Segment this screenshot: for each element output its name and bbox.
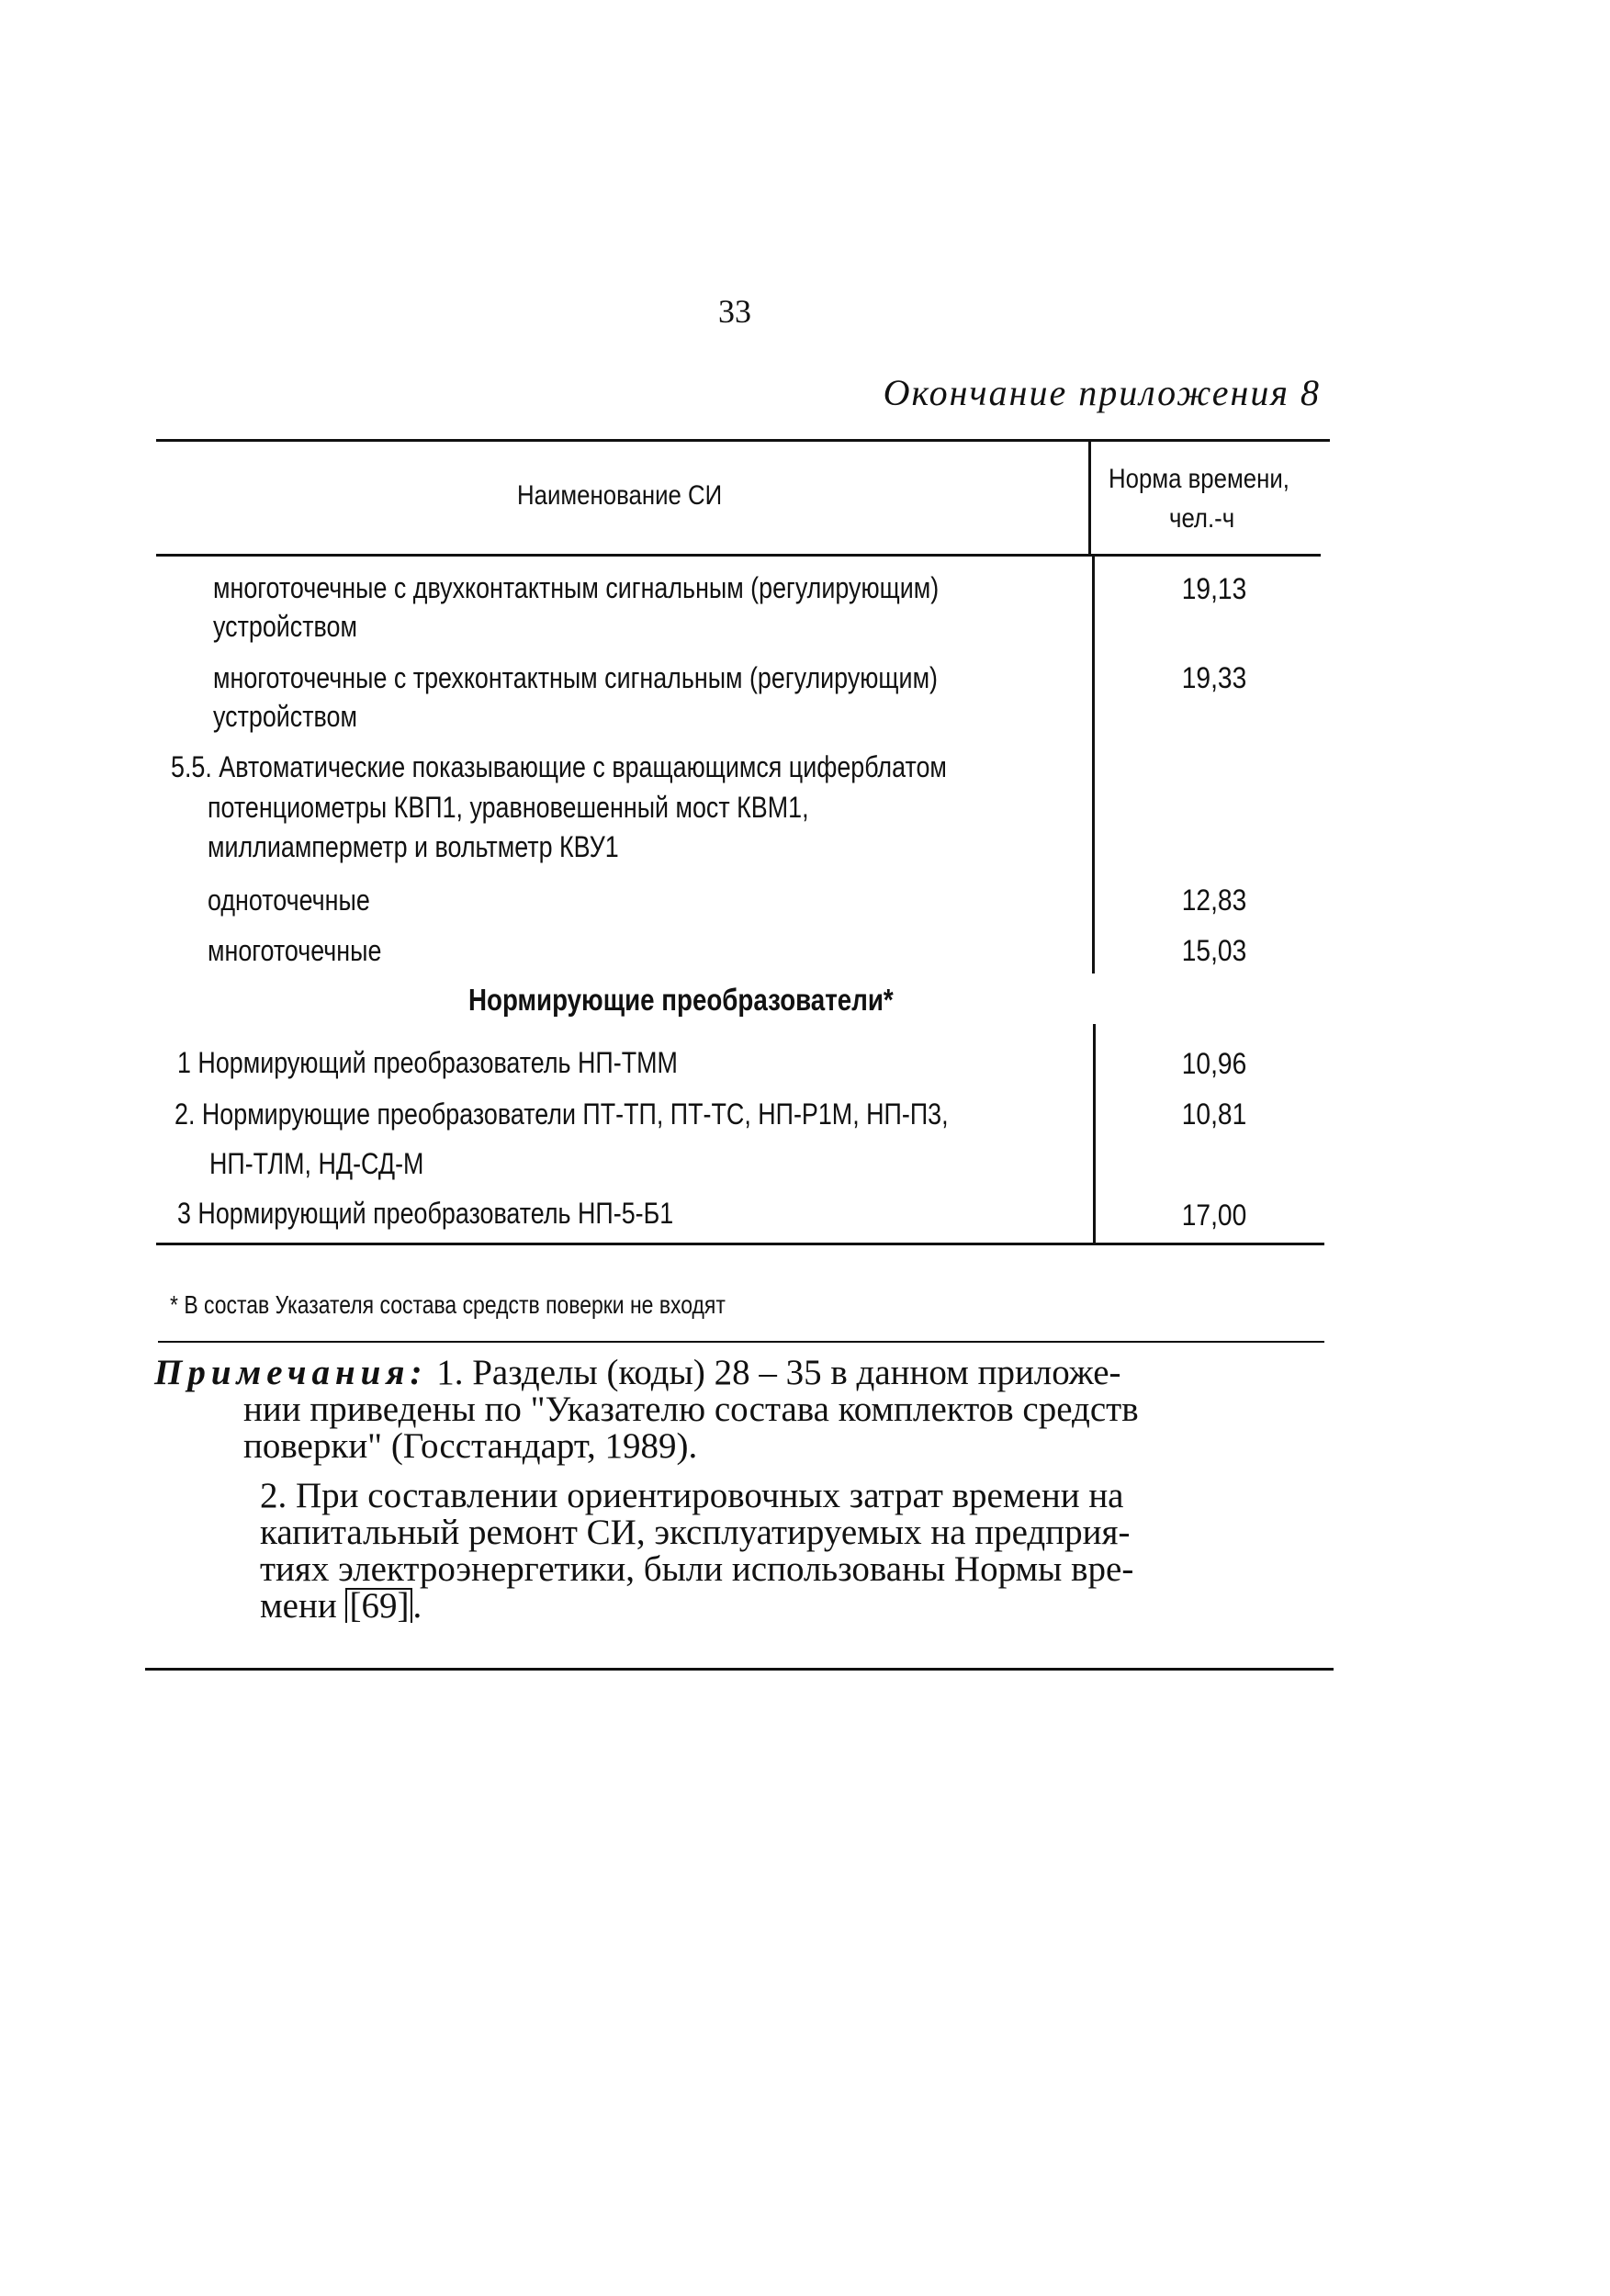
column-divider (1088, 441, 1091, 556)
column-header-time-line1: Норма времени, (1109, 464, 1289, 494)
table-row-value: 10,96 (1181, 1047, 1247, 1080)
note-2-text: 2. При составлении ориентировочных затрат времени на (260, 1476, 1124, 1515)
table-row-name: 3 Нормирующий преобразователь НП-5-Б1 (177, 1197, 674, 1230)
note-2-text: . (412, 1586, 422, 1626)
page-number: 33 (718, 293, 751, 330)
table-row-value: 12,83 (1181, 884, 1247, 917)
note-2-text: мени (260, 1586, 346, 1626)
table-row-value: 15,03 (1181, 934, 1247, 967)
table-row-name: потенциометры КВП1, уравновешенный мост КВМ1, (208, 791, 809, 824)
table-row-name: многоточечные (208, 934, 382, 967)
table-row-value: 19,33 (1181, 661, 1247, 694)
table-row-name: многоточечные с трехконтактным сигнальным (регулирующим) (213, 661, 938, 694)
table-row-name: устройством (213, 700, 357, 733)
table-bottom-rule (156, 1243, 1324, 1245)
reference-mark: [69] (345, 1588, 412, 1623)
table-row-value: 17,00 (1181, 1199, 1247, 1232)
table-row-name: 5.5. Автоматические показывающие с вращающимся циферблатом (171, 750, 947, 783)
notes-bottom-rule (145, 1668, 1334, 1671)
table-header-rule (156, 554, 1321, 557)
table-row-name: многоточечные с двухконтактным сигнальным (регулирующим) (213, 571, 940, 604)
footnote-rule (158, 1341, 1324, 1343)
table-row-value: 10,81 (1181, 1097, 1247, 1131)
table-row-name: 1 Нормирующий преобразователь НП-ТММ (177, 1046, 678, 1079)
table-row-value: 19,13 (1181, 572, 1247, 605)
column-header-time-line2: чел.-ч (1169, 503, 1235, 534)
note-1-text: 1. Разделы (коды) 28 – 35 в данном приложе- (436, 1353, 1121, 1392)
notes-label: Примечания: (154, 1353, 428, 1392)
table-row-name: устройством (213, 610, 357, 643)
column-divider (1093, 1024, 1096, 1244)
column-divider (1092, 556, 1095, 974)
table-row-name: миллиамперметр и вольтметр КВУ1 (208, 830, 619, 863)
table-footnote: * В состав Указателя состава средств поверки не входят (170, 1290, 726, 1319)
table-top-rule (156, 439, 1330, 442)
table-row-name: НП-ТЛМ, НД-СД-М (209, 1147, 424, 1180)
appendix-caption: Окончание приложения 8 (883, 372, 1321, 413)
table-row-name: одноточечные (208, 884, 370, 917)
column-header-name: Наименование СИ (517, 480, 723, 511)
note-2-text: тиях электроэнергетики, были использованы Нормы вре- (260, 1549, 1134, 1589)
note-2-text: капитальный ремонт СИ, эксплуатируемых на предприя- (260, 1513, 1131, 1552)
section-heading: Нормирующие преобразователи* (468, 983, 894, 1017)
table-row-name: 2. Нормирующие преобразователи ПТ-ТП, ПТ-ТС, НП-Р1М, НП-П3, (175, 1097, 949, 1131)
notes-block (154, 1355, 1348, 1625)
note-1-text: поверки" (Госстандарт, 1989). (243, 1426, 698, 1466)
note-1-text: нии приведены по "Указателю состава комплектов средств (243, 1390, 1139, 1429)
